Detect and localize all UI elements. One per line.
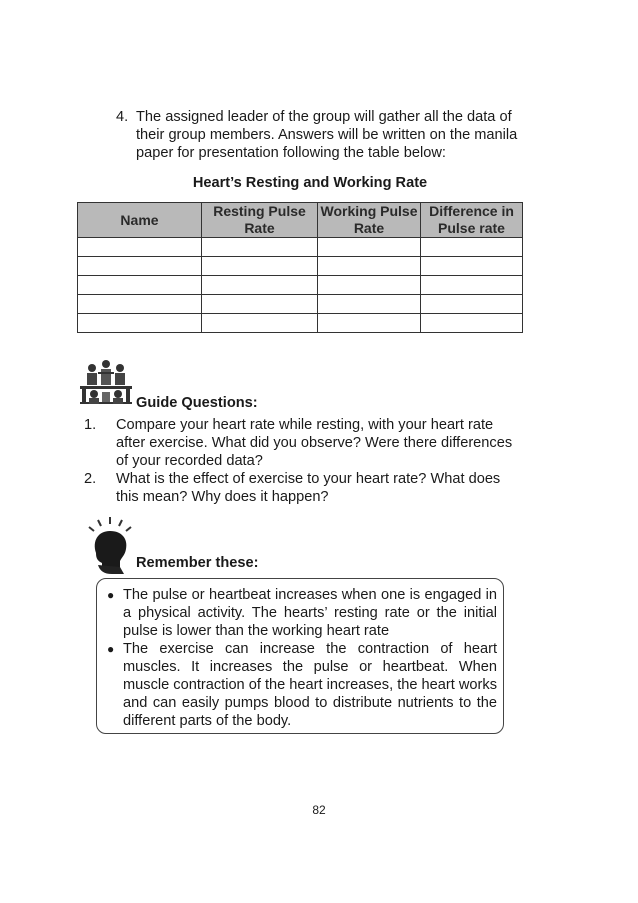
table-cell[interactable]	[202, 295, 318, 314]
table-row	[78, 295, 523, 314]
table-cell[interactable]	[78, 295, 202, 314]
bullet-text: The exercise can increase the contraction of heart muscles. It increases the pulse or heartbeat. When muscle contraction of the heart increases, the heart works and can easily pumps blood to distribute nutrients to the different parts of the body.	[123, 641, 497, 729]
table-cell[interactable]	[318, 238, 421, 257]
table-cell[interactable]	[421, 276, 523, 295]
remember-bullet	[107, 586, 497, 640]
table-cell[interactable]	[78, 257, 202, 276]
bullet-text: The pulse or heartbeat increases when one is engaged in a physical activity. The hearts’ resting rate or the initial pulse is lower than the working heart rate	[123, 587, 497, 639]
table-cell[interactable]	[78, 276, 202, 295]
pulse-rate-table	[77, 202, 523, 333]
question-number: 2.	[84, 471, 97, 487]
table-cell[interactable]	[202, 314, 318, 333]
remember-bullet	[107, 640, 497, 730]
guide-question	[84, 470, 524, 506]
instruction-number: 4.	[116, 109, 129, 125]
instruction-text: The assigned leader of the group will gather all the data of their group members. Answers will be written on the manila paper for presentation following the table below:	[136, 109, 518, 161]
table-row	[78, 276, 523, 295]
table-header-row	[78, 203, 523, 238]
header-difference-in-pulse-rate: Difference in Pulse rate	[421, 203, 523, 238]
table-cell[interactable]	[318, 314, 421, 333]
table-cell[interactable]	[78, 314, 202, 333]
header-name: Name	[78, 203, 202, 238]
remember-box	[96, 578, 504, 734]
table-cell[interactable]	[421, 238, 523, 257]
instruction-item	[116, 108, 536, 162]
header-working-pulse-rate: Working Pulse Rate	[318, 203, 421, 238]
bullet-marker: ●	[107, 642, 115, 656]
thinking-head-icon	[84, 517, 136, 575]
table-row	[78, 257, 523, 276]
table-cell[interactable]	[78, 238, 202, 257]
question-number: 1.	[84, 417, 97, 433]
table-cell[interactable]	[318, 257, 421, 276]
table-title: Heart’s Resting and Working Rate	[192, 175, 428, 191]
table-cell[interactable]	[421, 314, 523, 333]
question-text: What is the effect of exercise to your heart rate? What does this mean? Why does it happen?	[116, 471, 501, 505]
table-cell[interactable]	[421, 295, 523, 314]
table-cell[interactable]	[421, 257, 523, 276]
table-cell[interactable]	[202, 238, 318, 257]
table-row	[78, 314, 523, 333]
table-row	[78, 238, 523, 257]
guide-question	[84, 416, 524, 470]
table-cell[interactable]	[318, 295, 421, 314]
remember-heading: Remember these:	[136, 555, 259, 571]
header-resting-pulse-rate: Resting Pulse Rate	[202, 203, 318, 238]
students-discussing-icon	[78, 358, 134, 410]
page-number: 82	[312, 803, 326, 817]
bullet-marker: ●	[107, 588, 115, 602]
table-cell[interactable]	[202, 276, 318, 295]
question-text: Compare your heart rate while resting, with your heart rate after exercise. What did you observe? Were there differences of your recorded data?	[116, 417, 513, 469]
guide-questions-heading: Guide Questions:	[136, 395, 258, 411]
table-cell[interactable]	[202, 257, 318, 276]
table-cell[interactable]	[318, 276, 421, 295]
